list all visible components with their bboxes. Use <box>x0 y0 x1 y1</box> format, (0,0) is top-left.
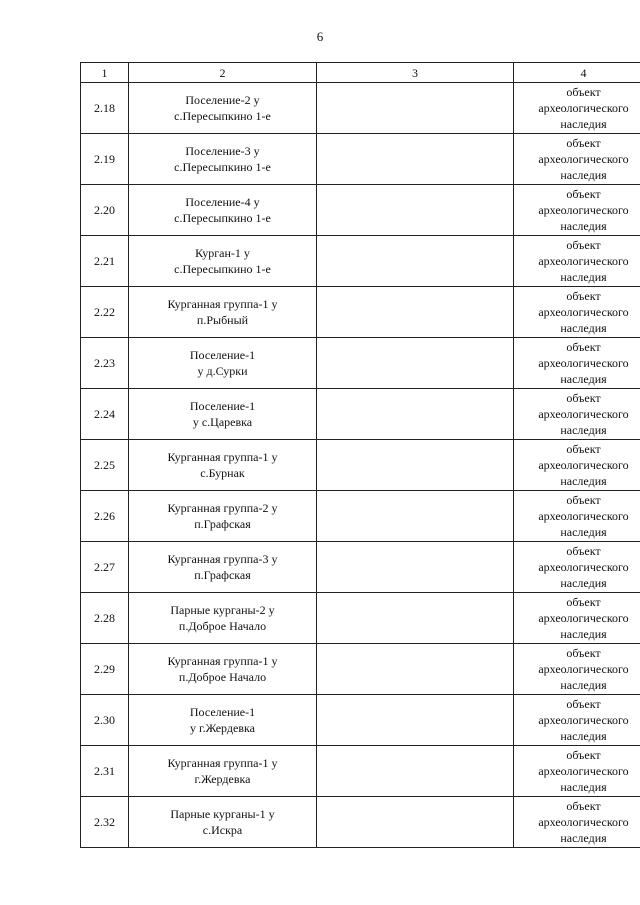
row-number-cell: 2.22 <box>81 287 129 338</box>
object-name-cell: Поселение-3 у с.Пересыпкино 1-е <box>129 134 317 185</box>
header-col-1: 1 <box>81 63 129 83</box>
column-3-cell <box>317 287 514 338</box>
table-row <box>81 695 640 746</box>
object-status-cell: объект археологического наследия <box>514 83 640 134</box>
table-row <box>81 491 640 542</box>
column-3-cell <box>317 338 514 389</box>
row-number-cell: 2.23 <box>81 338 129 389</box>
table-row <box>81 593 640 644</box>
table-row <box>81 389 640 440</box>
heritage-objects-table <box>80 62 640 848</box>
table-body <box>81 83 640 848</box>
row-number-cell: 2.18 <box>81 83 129 134</box>
row-number-cell: 2.32 <box>81 797 129 848</box>
table-row <box>81 746 640 797</box>
object-name-cell: Курганная группа-1 у п.Рыбный <box>129 287 317 338</box>
column-3-cell <box>317 593 514 644</box>
table-row <box>81 83 640 134</box>
object-name-cell: Поселение-1 у с.Царевка <box>129 389 317 440</box>
table-row <box>81 236 640 287</box>
row-number-cell: 2.24 <box>81 389 129 440</box>
object-status-cell: объект археологического наследия <box>514 440 640 491</box>
object-name-cell: Поселение-4 у с.Пересыпкино 1-е <box>129 185 317 236</box>
object-name-cell: Парные курганы-2 у п.Доброе Начало <box>129 593 317 644</box>
object-name-cell: Парные курганы-1 у с.Искра <box>129 797 317 848</box>
object-status-cell: объект археологического наследия <box>514 134 640 185</box>
table-header <box>81 63 640 83</box>
object-name-cell: Курганная группа-2 у п.Графская <box>129 491 317 542</box>
column-3-cell <box>317 746 514 797</box>
table-row <box>81 134 640 185</box>
row-number-cell: 2.20 <box>81 185 129 236</box>
column-3-cell <box>317 491 514 542</box>
object-status-cell: объект археологического наследия <box>514 287 640 338</box>
object-name-cell: Поселение-2 у с.Пересыпкино 1-е <box>129 83 317 134</box>
row-number-cell: 2.21 <box>81 236 129 287</box>
column-3-cell <box>317 389 514 440</box>
table-row <box>81 644 640 695</box>
object-status-cell: объект археологического наследия <box>514 185 640 236</box>
header-col-3: 3 <box>317 63 514 83</box>
object-status-cell: объект археологического наследия <box>514 593 640 644</box>
row-number-cell: 2.30 <box>81 695 129 746</box>
object-status-cell: объект археологического наследия <box>514 746 640 797</box>
object-name-cell: Курганная группа-1 у с.Бурнак <box>129 440 317 491</box>
header-col-4: 4 <box>514 63 640 83</box>
row-number-cell: 2.19 <box>81 134 129 185</box>
object-status-cell: объект археологического наследия <box>514 644 640 695</box>
object-status-cell: объект археологического наследия <box>514 338 640 389</box>
column-3-cell <box>317 644 514 695</box>
table-row <box>81 338 640 389</box>
column-3-cell <box>317 236 514 287</box>
column-3-cell <box>317 797 514 848</box>
object-name-cell: Поселение-1 у д.Сурки <box>129 338 317 389</box>
object-name-cell: Курганная группа-1 у г.Жердевка <box>129 746 317 797</box>
object-status-cell: объект археологического наследия <box>514 389 640 440</box>
table-row <box>81 542 640 593</box>
row-number-cell: 2.27 <box>81 542 129 593</box>
row-number-cell: 2.28 <box>81 593 129 644</box>
object-status-cell: объект археологического наследия <box>514 236 640 287</box>
object-status-cell: объект археологического наследия <box>514 797 640 848</box>
object-name-cell: Курганная группа-3 у п.Графская <box>129 542 317 593</box>
object-name-cell: Поселение-1 у г.Жердевка <box>129 695 317 746</box>
column-3-cell <box>317 185 514 236</box>
table-row <box>81 287 640 338</box>
table-row <box>81 185 640 236</box>
row-number-cell: 2.25 <box>81 440 129 491</box>
page-number: 6 <box>316 29 324 44</box>
object-name-cell: Курган-1 у с.Пересыпкино 1-е <box>129 236 317 287</box>
row-number-cell: 2.26 <box>81 491 129 542</box>
object-status-cell: объект археологического наследия <box>514 542 640 593</box>
column-3-cell <box>317 83 514 134</box>
object-status-cell: объект археологического наследия <box>514 491 640 542</box>
column-3-cell <box>317 134 514 185</box>
object-status-cell: объект археологического наследия <box>514 695 640 746</box>
table-row <box>81 797 640 848</box>
header-col-2: 2 <box>129 63 317 83</box>
header-row <box>81 63 640 83</box>
table-row <box>81 440 640 491</box>
row-number-cell: 2.31 <box>81 746 129 797</box>
column-3-cell <box>317 542 514 593</box>
column-3-cell <box>317 440 514 491</box>
row-number-cell: 2.29 <box>81 644 129 695</box>
object-name-cell: Курганная группа-1 у п.Доброе Начало <box>129 644 317 695</box>
column-3-cell <box>317 695 514 746</box>
